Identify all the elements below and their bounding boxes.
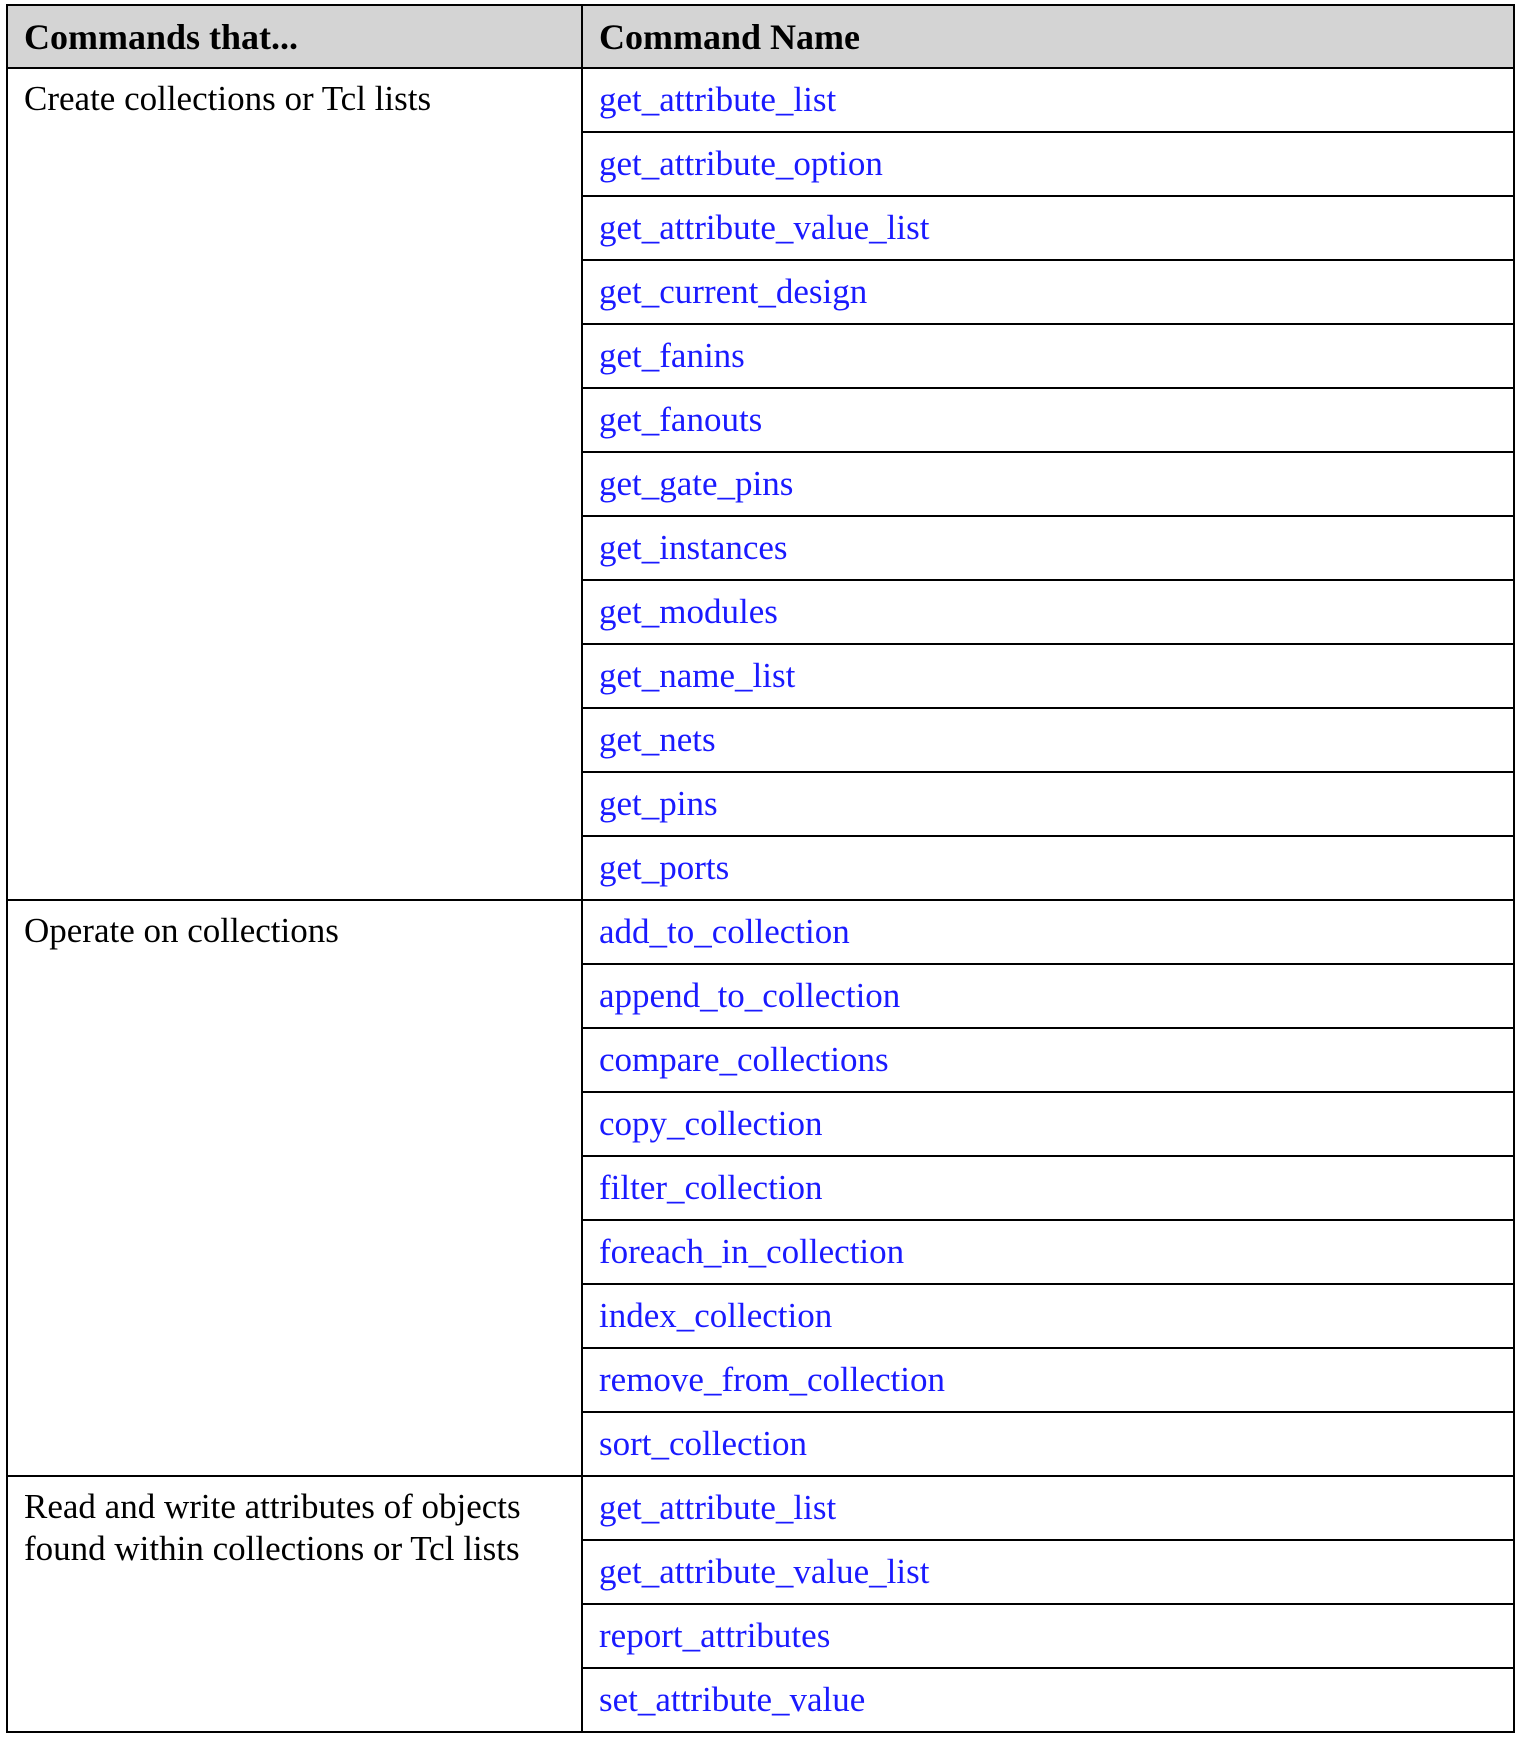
command-link[interactable]: get_instances — [599, 528, 788, 567]
command-link[interactable]: get_ports — [599, 848, 730, 887]
header-row — [7, 5, 1514, 68]
command-link[interactable]: compare_collections — [599, 1040, 889, 1079]
command-link[interactable]: get_attribute_list — [599, 1488, 837, 1527]
command-cell — [582, 388, 1514, 452]
command-cell — [582, 708, 1514, 772]
command-cell — [582, 1028, 1514, 1092]
header-command-name: Command Name — [582, 5, 1514, 68]
command-cell — [582, 644, 1514, 708]
command-link[interactable]: get_current_design — [599, 272, 868, 311]
command-cell — [582, 1540, 1514, 1604]
command-link[interactable]: report_attributes — [599, 1616, 831, 1655]
group-label: Read and write attributes of objects found within collections or Tcl lists — [7, 1476, 582, 1732]
group-label: Operate on collections — [7, 900, 582, 1476]
command-link[interactable]: set_attribute_value — [599, 1680, 866, 1719]
command-link[interactable]: get_attribute_value_list — [599, 1552, 930, 1591]
command-link[interactable]: index_collection — [599, 1296, 833, 1335]
command-link[interactable]: remove_from_collection — [599, 1360, 945, 1399]
command-cell — [582, 1284, 1514, 1348]
table-header — [7, 5, 1514, 68]
command-cell — [582, 900, 1514, 964]
command-link[interactable]: sort_collection — [599, 1424, 808, 1463]
command-link[interactable]: get_pins — [599, 784, 718, 823]
command-link[interactable]: get_attribute_list — [599, 80, 837, 119]
command-link[interactable]: get_fanouts — [599, 400, 763, 439]
command-link[interactable]: get_gate_pins — [599, 464, 794, 503]
table-row — [7, 900, 1514, 964]
command-cell — [582, 260, 1514, 324]
command-cell — [582, 1092, 1514, 1156]
command-link[interactable]: append_to_collection — [599, 976, 901, 1015]
command-cell — [582, 1412, 1514, 1476]
command-cell — [582, 452, 1514, 516]
command-link[interactable]: get_fanins — [599, 336, 745, 375]
command-link[interactable]: filter_collection — [599, 1168, 823, 1207]
command-link[interactable]: foreach_in_collection — [599, 1232, 905, 1271]
command-cell — [582, 964, 1514, 1028]
command-link[interactable]: get_attribute_value_list — [599, 208, 930, 247]
command-cell — [582, 68, 1514, 132]
command-cell — [582, 516, 1514, 580]
command-cell — [582, 580, 1514, 644]
command-link[interactable]: get_modules — [599, 592, 778, 631]
table-body — [7, 68, 1514, 1732]
command-cell — [582, 836, 1514, 900]
command-cell — [582, 324, 1514, 388]
command-cell — [582, 1604, 1514, 1668]
commands-table — [6, 4, 1515, 1733]
header-commands-that: Commands that... — [7, 5, 582, 68]
table-row — [7, 1476, 1514, 1540]
command-cell — [582, 772, 1514, 836]
command-link[interactable]: get_name_list — [599, 656, 796, 695]
command-cell — [582, 1668, 1514, 1732]
group-label: Create collections or Tcl lists — [7, 68, 582, 900]
command-link[interactable]: add_to_collection — [599, 912, 850, 951]
command-link[interactable]: get_attribute_option — [599, 144, 883, 183]
command-cell — [582, 132, 1514, 196]
command-cell — [582, 196, 1514, 260]
command-cell — [582, 1220, 1514, 1284]
command-link[interactable]: copy_collection — [599, 1104, 823, 1143]
command-link[interactable]: get_nets — [599, 720, 716, 759]
table-row — [7, 68, 1514, 132]
command-cell — [582, 1156, 1514, 1220]
command-cell — [582, 1476, 1514, 1540]
command-cell — [582, 1348, 1514, 1412]
